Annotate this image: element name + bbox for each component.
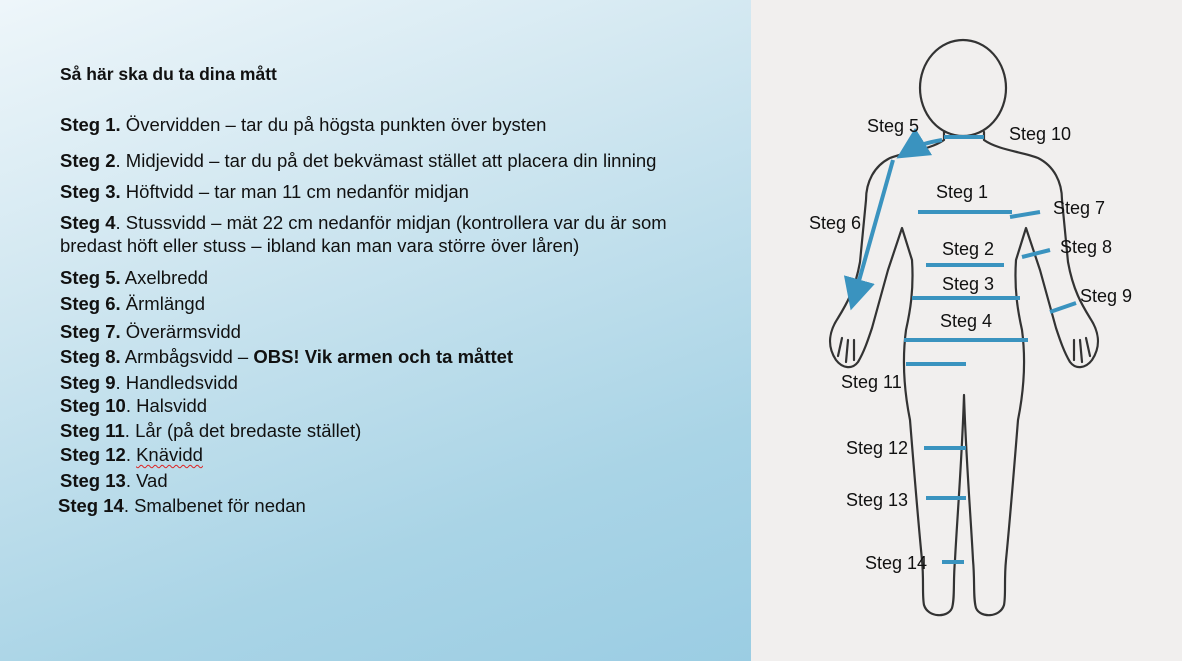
step-5: Steg 5. Axelbredd — [60, 267, 209, 288]
line-wrist — [1050, 303, 1076, 312]
label-steg-4: Steg 4 — [940, 311, 993, 331]
step-14: Steg 14. Smalbenet för nedan — [58, 495, 306, 516]
step-11: Steg 11. Lår (på det bredaste stället) — [60, 420, 362, 441]
label-steg-10: Steg 10 — [1009, 124, 1072, 144]
step-6: Steg 6. Ärmlängd — [60, 293, 205, 314]
label-steg-3: Steg 3 — [942, 274, 995, 294]
step-13: Steg 13. Vad — [60, 470, 168, 491]
step-1: Steg 1. Övervidden – tar du på högsta punkten över bysten — [60, 114, 547, 135]
label-steg-6: Steg 6 — [809, 213, 862, 233]
figure-panel — [751, 0, 1182, 661]
step-2: Steg 2. Midjevidd – tar du på det bekvämast stället att placera din linning — [60, 150, 657, 171]
label-steg-13: Steg 13 — [846, 490, 909, 510]
left-hand-fingers — [838, 338, 854, 362]
label-steg-1: Steg 1 — [936, 182, 989, 202]
label-steg-11: Steg 11 — [841, 372, 902, 392]
line-upper-arm — [1010, 212, 1040, 217]
right-hand-fingers — [1074, 338, 1090, 362]
page-title: Så här ska du ta dina mått — [60, 64, 277, 84]
step-3: Steg 3. Höftvidd – tar man 11 cm nedanför midjan — [60, 181, 469, 202]
step-12: Steg 12. Knävidd — [60, 444, 203, 465]
step-9: Steg 9. Handledsvidd — [60, 372, 238, 393]
step-8: Steg 8. Armbågsvidd – OBS! Vik armen och ta måttet — [60, 346, 514, 367]
label-steg-9: Steg 9 — [1080, 286, 1133, 306]
label-steg-7: Steg 7 — [1053, 198, 1106, 218]
label-steg-14: Steg 14 — [865, 553, 928, 573]
step-7: Steg 7. Överärmsvidd — [60, 321, 241, 342]
body-figure — [751, 0, 1182, 661]
label-steg-2: Steg 2 — [942, 239, 995, 259]
head-outline — [920, 40, 1006, 136]
label-steg-12: Steg 12 — [846, 438, 909, 458]
label-steg-5: Steg 5 — [867, 116, 920, 136]
step-10: Steg 10. Halsvidd — [60, 395, 208, 416]
step-4: Steg 4. Stussvidd – mät 22 cm nedanför midjan (kontrollera var du är som bredast höft eller stuss – ibland kan man vara större över låren) — [60, 212, 667, 256]
label-steg-8: Steg 8 — [1060, 237, 1113, 257]
